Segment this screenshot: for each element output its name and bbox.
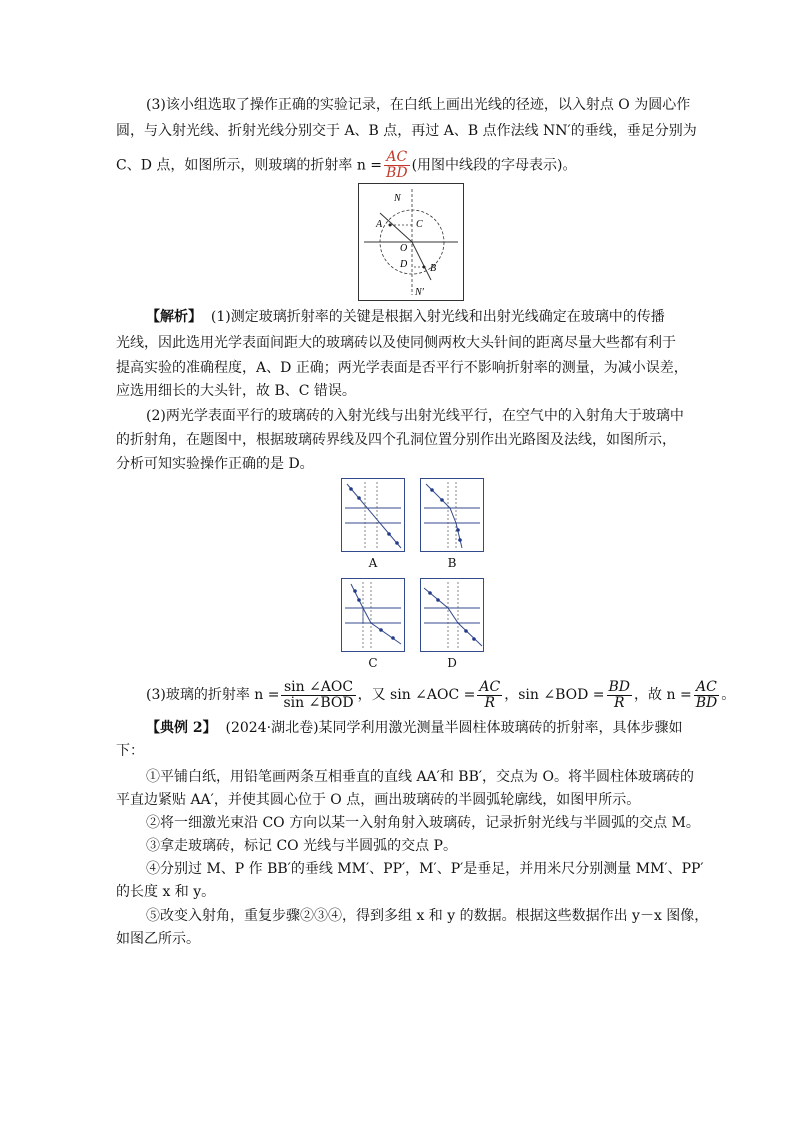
example2-title: 【典例 2】 (2024·湖北卷)某同学利用激光测量半圆柱体玻璃砖的折射率，具体步骤如 [146,720,683,736]
part3-answer: (3)玻璃的折射率 n = $\frac{\text{sin ∠AOC}}{\text{sin ∠BOD}}$ ，又 sin ∠AOC = $\frac{AC}{R}$ ，sin ∠BOD = $\frac{BD}{R}$ ，故 n = $\frac{AC}{BD}$ 。 [146,678,736,711]
step3: ③拿走玻璃砖，标记 CO 光线与半圆弧的交点 P。 [146,838,457,854]
example2-tag: 【典例 2】 [146,720,217,736]
fraction-ac-r: $\frac{AC}{R}$ [479,678,501,711]
step4-l1: ④分别过 M、P 作 BB′的垂线 MM′、PP′，M′、P′是垂足，并用米尺分别测量 MM′、PP′ [146,861,704,877]
example2-source: (2024·湖北卷) [225,720,319,736]
answer-fraction [384,150,410,181]
subfigure-C-label: C [368,656,378,670]
step1-l2: 平直边紧贴 AA′，并使其圆心位于 O 点，画出玻璃砖的半圆弧轮廓线，如图甲所示。 [116,792,641,808]
label-C: C [416,219,423,230]
fraction-ac-bd: $\frac{AC}{BD}$ [695,678,718,711]
example2-l2: 下： [116,743,144,759]
analysis-p1-l2: 光线，因此选用光学表面间距大的玻璃砖以及使同侧两枚大头针间的距离尽量大些都有利于 [116,335,676,351]
subfigure-A-label: A [368,556,378,570]
part3-line3 [116,150,577,181]
analysis-p1-l4: 应选用细长的大头针，故 B、C 错误。 [116,383,356,399]
part3-line1: (3)该小组选取了操作正确的实验记录，在白纸上画出光线的径迹，以入射点 O 为圆心作 [146,97,691,113]
analysis-tag: 【解析】 [146,309,202,325]
step2: ②将一细激光束沿 CO 方向以某一入射角射入玻璃砖，记录折射光线与半圆弧的交点 M。 [146,815,700,831]
subfigure-B [420,478,484,552]
subfigure-D-label: D [447,656,457,670]
analysis-p2-l2: 的折射角，在题图中，根据玻璃砖界线及四个孔洞位置分别作出光路图及法线，如图所示， [116,432,676,448]
part3-line3-post: (用图中线段的字母表示)。 [411,157,577,174]
subfigure-B-label: B [447,556,457,570]
label-O: O [400,243,408,254]
fraction-bd-r: $\frac{BD}{R}$ [608,678,631,711]
label-A: A [376,219,383,230]
subfigure-A [341,478,405,552]
label-B: B [430,263,437,274]
label-D: D [400,259,408,270]
analysis-p2-l1: (2)两光学表面平行的玻璃砖的入射光线与出射光线平行，在空气中的入射角大于玻璃中 [146,408,684,424]
answer-numerator: AC [384,150,410,166]
step5-l1: ⑤改变入射角，重复步骤②③④，得到多组 x 和 y 的数据。根据这些数据作出 y－x 图像， [146,908,709,924]
analysis-p1-l1: 【解析】 (1)测定玻璃折射率的关键是根据入射光线和出射光线确定在玻璃中的传播 [146,309,665,325]
label-N: N [394,193,401,204]
answer-denominator: BD [386,165,408,181]
step5-l2: 如图乙所示。 [116,931,200,947]
fraction-sin: $\frac{\text{sin ∠AOC}}{\text{sin ∠BOD}}$ [283,678,354,711]
analysis-p1-l3: 提高实验的准确程度，A、D 正确；两光学表面是否平行不影响折射率的测量，为减小误差， [116,360,688,376]
subfigure-D [420,578,484,652]
label-N-prime: N′ [415,287,424,298]
refraction-figure [358,183,464,301]
subfigure-C [341,578,405,652]
part3-line2: 圆，与入射光线、折射光线分别交于 A、B 点，再过 A、B 点作法线 NN′的垂线，垂足分别为 [116,123,697,139]
part3-line3-pre: C、D 点，如图所示，则玻璃的折射率 n = [116,157,383,174]
analysis-p2-l3: 分析可知实验操作正确的是 D。 [116,456,314,472]
step4-l2: 的长度 x 和 y。 [116,884,216,900]
step1-l1: ①平铺白纸，用铅笔画两条互相垂直的直线 AA′和 BB′，交点为 O。将半圆柱体玻璃砖的 [146,769,694,785]
